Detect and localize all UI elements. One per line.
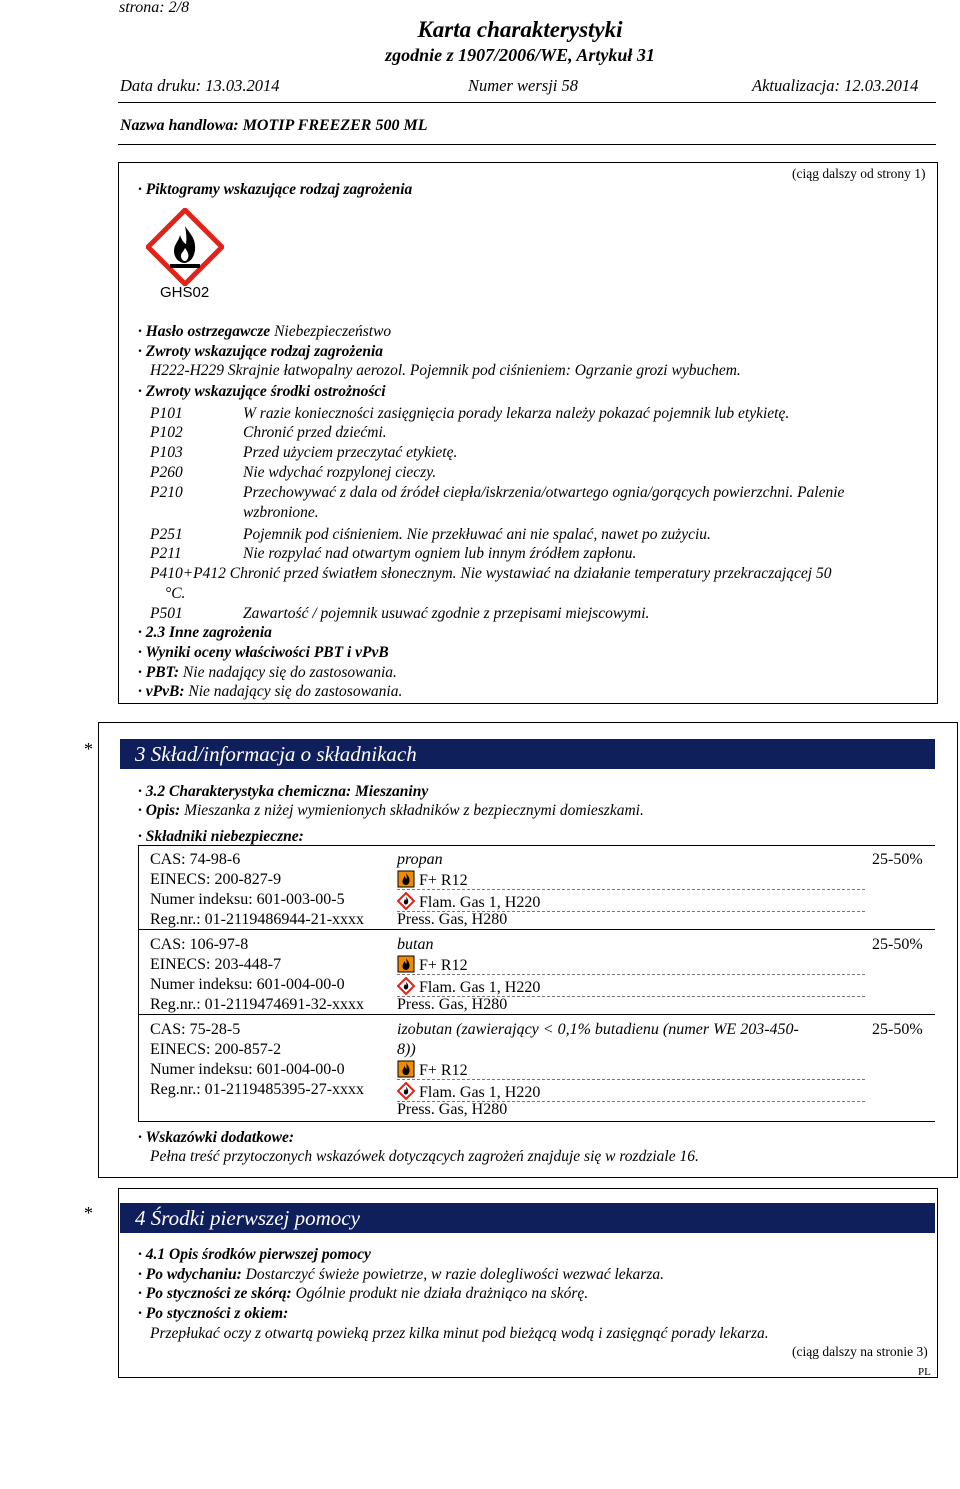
document-subtitle: zgodnie z 1907/2006/WE, Artykuł 31 xyxy=(385,45,655,65)
precaution-text: Przechowywać z dala od źródeł ciepła/iskrzenia/otwartego ognia/gorących powierzchni. Palenie xyxy=(243,484,845,501)
classification-divider xyxy=(397,1079,865,1080)
vpvb-key: · vPvB: xyxy=(138,683,185,700)
classification-f-plus: F+ R12 xyxy=(419,872,468,889)
precaution-text-cont: wzbronione. xyxy=(243,504,319,521)
classification-press-gas: Press. Gas, H280 xyxy=(397,911,508,928)
signal-word-value: Niebezpieczeństwo xyxy=(270,323,392,340)
einecs-number: EINECS: 203-448-7 xyxy=(150,956,282,973)
precaution-p410: P410+P412 Chronić przed światłem słonecznym. Nie wystawiać na działanie temperatury przekraczającej 50 xyxy=(150,565,832,582)
precaution-text: Chronić przed dziećmi. xyxy=(243,424,387,441)
table-left-rule xyxy=(138,845,139,1121)
section-3-heading: 3 Skład/informacja o składnikach xyxy=(120,739,935,769)
classification-flam-gas: Flam. Gas 1, H220 xyxy=(419,979,541,996)
skin-contact-row xyxy=(138,1284,588,1304)
extra-info-label: · Wskazówki dodatkowe: xyxy=(138,1129,295,1146)
precaution-code: P101 xyxy=(150,405,183,422)
precaution-text: Pojemnik pod ciśnieniem. Nie przekłuwać ani nie spalać, nawet po zużyciu. xyxy=(243,526,711,543)
registration-number: Reg.nr.: 01-2119485395-27-xxxx xyxy=(150,1081,365,1098)
section-4-heading: 4 Środki pierwszej pomocy xyxy=(120,1203,935,1233)
substance-name: izobutan (zawierający < 0,1% butadienu (numer WE 203-450- xyxy=(397,1021,799,1038)
language-code: PL xyxy=(918,1366,931,1378)
vpvb-value: Nie nadający się do zastosowania. xyxy=(184,683,403,700)
document-title: Karta charakterystyki xyxy=(417,17,623,42)
classification-row xyxy=(397,955,468,979)
revision-marker: * xyxy=(84,1203,93,1223)
first-aid-description: · 4.1 Opis środków pierwszej pomocy xyxy=(138,1246,371,1263)
vpvb-row xyxy=(138,682,402,702)
hazard-statements-text: H222-H229 Skrajnie łatwopalny aerozol. Pojemnik pod ciśnieniem: Ogrzanie grozi wybuchem. xyxy=(150,362,741,379)
classification-f-plus: F+ R12 xyxy=(419,1062,468,1079)
signal-word-label: · Hasło ostrzegawcze xyxy=(138,323,271,340)
precaution-code: P501 xyxy=(150,605,183,622)
einecs-number: EINECS: 200-857-2 xyxy=(150,1041,282,1058)
pictograms-label: · Piktogramy wskazujące rodzaj zagrożenia xyxy=(138,181,413,198)
classification-press-gas: Press. Gas, H280 xyxy=(397,1101,508,1118)
continued-from: (ciąg dalszy od strony 1) xyxy=(792,166,926,181)
classification-row xyxy=(397,870,468,894)
cas-number: CAS: 75-28-5 xyxy=(150,1021,241,1038)
signal-word-row xyxy=(138,322,391,342)
classification-row xyxy=(397,1060,468,1084)
hazard-statements-label: · Zwroty wskazujące rodzaj zagrożenia xyxy=(138,343,384,360)
eye-contact-label: · Po styczności z okiem: xyxy=(138,1305,289,1322)
classification-f-plus: F+ R12 xyxy=(419,957,468,974)
flame-f-plus-icon xyxy=(397,1060,415,1084)
registration-number: Reg.nr.: 01-2119474691-32-xxxx xyxy=(150,996,365,1013)
precaution-p410-cont: °C. xyxy=(165,585,186,602)
precaution-code: P251 xyxy=(150,526,183,543)
print-date: Data druku: 13.03.2014 xyxy=(120,76,280,95)
revision-marker: * xyxy=(84,739,93,759)
pbt-row xyxy=(138,663,397,683)
concentration-range: 25-50% xyxy=(872,936,923,953)
chemical-characterization: · 3.2 Charakterystyka chemiczna: Mieszaniny xyxy=(138,783,429,800)
index-number: Numer indeksu: 601-003-00-5 xyxy=(150,891,345,908)
precaution-text: Nie rozpylać nad otwartym ogniem lub innym źródłem zapłonu. xyxy=(243,545,637,562)
precaution-code: P211 xyxy=(150,545,182,562)
index-number: Numer indeksu: 601-004-00-0 xyxy=(150,976,345,993)
trade-name: Nazwa handlowa: MOTIP FREEZER 500 ML xyxy=(120,117,428,134)
registration-number: Reg.nr.: 01-2119486944-21-xxxx xyxy=(150,911,365,928)
inhalation-key: · Po wdychaniu: xyxy=(138,1266,242,1283)
ghs02-flame-diamond-icon xyxy=(146,208,224,286)
pbt-assessment-heading: · Wyniki oceny właściwości PBT i vPvB xyxy=(138,644,389,661)
flame-f-plus-icon xyxy=(397,870,415,894)
version-number: Numer wersji 58 xyxy=(468,76,579,95)
footer-rule xyxy=(118,1377,936,1378)
cas-number: CAS: 74-98-6 xyxy=(150,851,241,868)
inhalation-value: Dostarczyć świeże powietrze, w razie dolegliwości wezwać lekarza. xyxy=(241,1266,664,1283)
precaution-text: W razie konieczności zasięgnięcia porady lekarza należy pokazać pojemnik lub etykietę. xyxy=(243,405,790,422)
other-hazards-heading: · 2.3 Inne zagrożenia xyxy=(138,624,272,641)
classification-flam-gas: Flam. Gas 1, H220 xyxy=(419,894,541,911)
precaution-text: Nie wdychać rozpylonej cieczy. xyxy=(243,464,437,481)
index-number: Numer indeksu: 601-004-00-0 xyxy=(150,1061,345,1078)
concentration-range: 25-50% xyxy=(872,1021,923,1038)
pbt-value: Nie nadający się do zastosowania. xyxy=(179,664,397,681)
substance-name-cont: 8)) xyxy=(397,1041,416,1058)
precaution-text: Przed użyciem przeczytać etykietę. xyxy=(243,444,458,461)
concentration-range: 25-50% xyxy=(872,851,923,868)
substance-name: propan xyxy=(397,851,443,868)
update-date: Aktualizacja: 12.03.2014 xyxy=(752,76,919,95)
precaution-code: P210 xyxy=(150,484,183,501)
description-key: · Opis: xyxy=(138,802,181,819)
dangerous-components-label: · Składniki niebezpieczne: xyxy=(138,828,304,845)
description-row xyxy=(138,801,644,821)
skin-contact-key: · Po styczności ze skórą: xyxy=(138,1285,292,1302)
classification-divider xyxy=(397,889,865,890)
table-top-rule xyxy=(138,845,935,846)
header-divider-2 xyxy=(118,144,936,145)
cas-number: CAS: 106-97-8 xyxy=(150,936,249,953)
eye-contact-text: Przepłukać oczy z otwartą powieką przez kilka minut pod bieżącą wodą i zasięgnąć porady lekarza. xyxy=(150,1325,769,1342)
skin-contact-value: Ogólnie produkt nie działa drażniąco na skórę. xyxy=(291,1285,589,1302)
inhalation-row xyxy=(138,1265,664,1285)
einecs-number: EINECS: 200-827-9 xyxy=(150,871,282,888)
continued-to: (ciąg dalszy na stronie 3) xyxy=(792,1344,928,1359)
ghs02-code: GHS02 xyxy=(160,284,210,301)
page-number: strona: 2/8 xyxy=(119,0,190,16)
pbt-key: · PBT: xyxy=(138,664,180,681)
classification-flam-gas: Flam. Gas 1, H220 xyxy=(419,1084,541,1101)
table-bottom-rule xyxy=(138,1121,935,1122)
header-divider xyxy=(118,102,936,103)
flame-f-plus-icon xyxy=(397,955,415,979)
precaution-code: P103 xyxy=(150,444,183,461)
extra-info-text: Pełna treść przytoczonych wskazówek dotyczących zagrożeń znajduje się w rozdziale 16. xyxy=(150,1148,699,1165)
description-value: Mieszanka z niżej wymienionych składników z bezpiecznymi domieszkami. xyxy=(180,802,644,819)
classification-press-gas: Press. Gas, H280 xyxy=(397,996,508,1013)
precaution-text: Zawartość / pojemnik usuwać zgodnie z przepisami miejscowymi. xyxy=(243,605,650,622)
precaution-code: P102 xyxy=(150,424,183,441)
substance-name: butan xyxy=(397,936,434,953)
precautionary-label: · Zwroty wskazujące środki ostrożności xyxy=(138,383,386,400)
classification-divider xyxy=(397,974,865,975)
precaution-code: P260 xyxy=(150,464,183,481)
